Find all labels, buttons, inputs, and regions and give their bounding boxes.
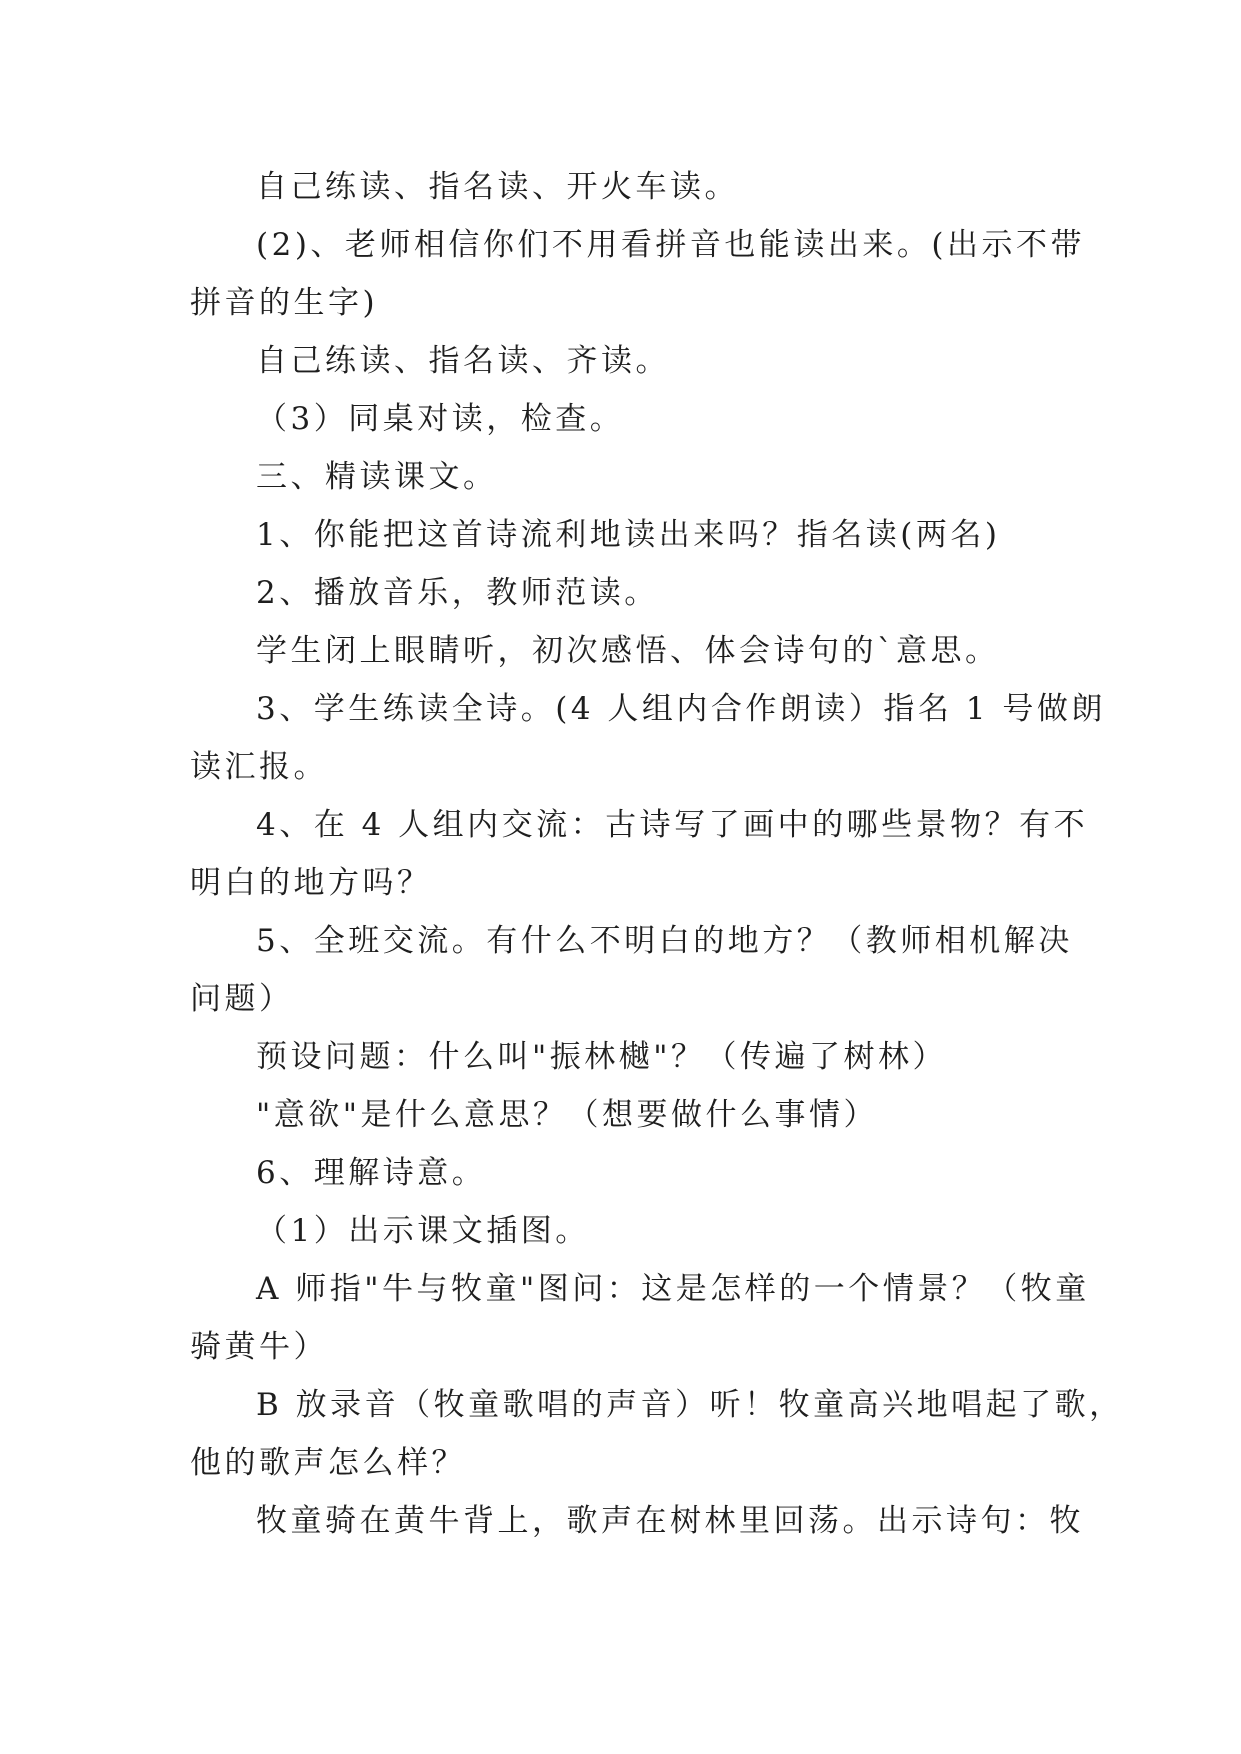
paragraph-18: 牧童骑在黄牛背上，歌声在树林里回荡。出示诗句：牧 xyxy=(256,1503,1084,1539)
paragraph-15: （1）出示课文插图。 xyxy=(256,1213,590,1249)
paragraph-1: 自己练读、指名读、开火车读。 xyxy=(256,169,739,205)
paragraph-5-heading: 三、精读课文。 xyxy=(256,459,498,495)
paragraph-11-line-2: 问题） xyxy=(190,981,294,1017)
paragraph-2-line-1: (2)、老师相信你们不用看拼音也能读出来。(出示不带 xyxy=(256,227,1086,263)
paragraph-7: 2、播放音乐，教师范读。 xyxy=(256,575,659,611)
paragraph-9-line-1: 3、学生练读全诗。(4 人组内合作朗读）指名 1 号做朗 xyxy=(256,691,1106,727)
paragraph-13: "意欲"是什么意思？（想要做什么事情） xyxy=(256,1097,879,1133)
paragraph-17-line-1: B 放录音（牧童歌唱的声音）听！牧童高兴地唱起了歌， xyxy=(256,1387,1124,1423)
paragraph-9-line-2: 读汇报。 xyxy=(190,749,328,785)
paragraph-12: 预设问题：什么叫"振林樾"？（传遍了树林） xyxy=(256,1039,948,1075)
paragraph-6: 1、你能把这首诗流利地读出来吗？指名读(两名) xyxy=(256,517,1001,553)
paragraph-10-line-1: 4、在 4 人组内交流：古诗写了画中的哪些景物？有不 xyxy=(256,807,1089,843)
document-body xyxy=(190,158,1124,1550)
paragraph-11-line-1: 5、全班交流。有什么不明白的地方？（教师相机解决 xyxy=(256,923,1073,959)
paragraph-16-line-1: A 师指"牛与牧童"图问：这是怎样的一个情景？（牧童 xyxy=(256,1271,1090,1307)
paragraph-16-line-2: 骑黄牛） xyxy=(190,1329,328,1365)
paragraph-4: （3）同桌对读，检查。 xyxy=(256,401,625,437)
paragraph-10-line-2: 明白的地方吗？ xyxy=(190,865,432,901)
paragraph-14: 6、理解诗意。 xyxy=(256,1155,487,1191)
paragraph-3: 自己练读、指名读、齐读。 xyxy=(256,343,670,379)
paragraph-17-line-2: 他的歌声怎么样？ xyxy=(190,1445,466,1481)
paragraph-8: 学生闭上眼睛听，初次感悟、体会诗句的`意思。 xyxy=(256,633,1000,669)
paragraph-2-line-2: 拼音的生字) xyxy=(190,285,379,321)
